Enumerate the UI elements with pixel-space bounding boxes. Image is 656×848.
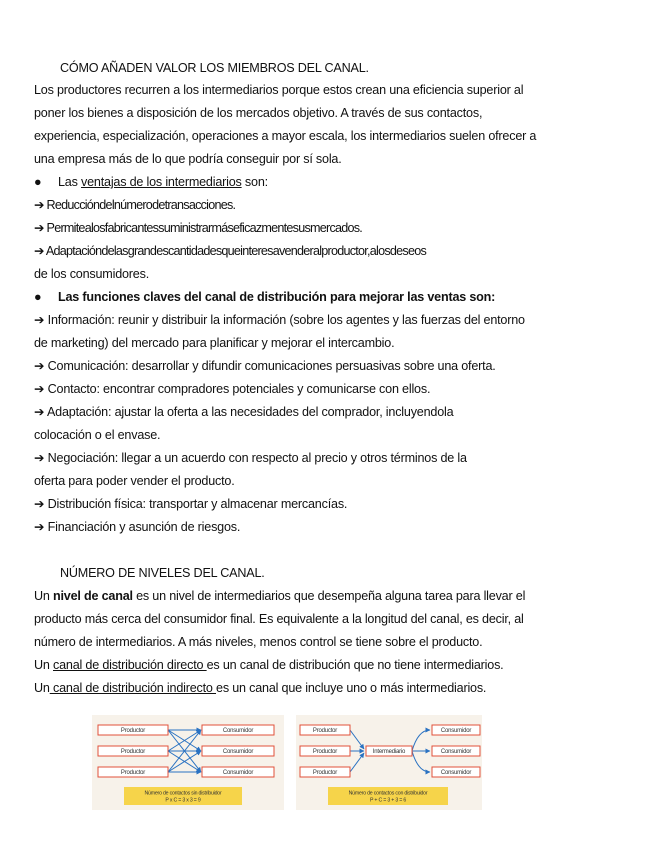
section-title-valor: CÓMO AÑADEN VALOR LOS MIEMBROS DEL CANAL.	[60, 61, 369, 75]
bullet-ventajas	[34, 174, 268, 190]
advantage-item-continuation: de los consumidores.	[34, 267, 150, 281]
producer-label: Productor	[120, 749, 146, 755]
arrow	[350, 730, 364, 749]
paragraph-line	[34, 657, 503, 673]
advantage-item: ➔ Reduccióndelnúmerodetransacciones.	[34, 198, 236, 212]
producer-label: Productor	[120, 770, 146, 776]
section-title-niveles: NÚMERO DE NIVELES DEL CANAL.	[60, 566, 265, 580]
function-item: oferta para poder vender el producto.	[34, 474, 235, 488]
consumer-label: Consumidor	[222, 770, 254, 776]
consumer-label: Consumidor	[440, 749, 472, 755]
consumer-label: Consumidor	[222, 728, 254, 734]
paragraph-line: una empresa más de lo que podría conseguir por sí sola.	[34, 152, 342, 166]
function-item: ➔ Comunicación: desarrollar y difundir comunicaciones persuasivas sobre una oferta.	[34, 359, 496, 373]
paragraph-line	[34, 588, 525, 604]
function-item: ➔ Contacto: encontrar compradores potenciales y comunicarse con ellos.	[34, 382, 431, 396]
arrow	[412, 730, 430, 751]
bullet-text-post: son:	[241, 175, 268, 189]
underlined-ventajas: ventajas de los intermediarios	[81, 175, 242, 189]
text-pre: Un	[34, 681, 50, 695]
text-post: es un canal que incluye uno o más intermediarios.	[216, 681, 487, 695]
producer-label: Productor	[312, 770, 338, 776]
paragraph-line: Los productores recurren a los intermediarios porque estos crean una eficiencia superior al	[34, 83, 524, 97]
function-item: colocación o el envase.	[34, 428, 161, 442]
consumer-label: Consumidor	[440, 728, 472, 734]
bullet-marker: ●	[34, 290, 42, 304]
function-item: ➔ Financiación y asunción de riesgos.	[34, 520, 241, 534]
advantage-item: ➔ Adaptacióndelasgrandescantidadesqueinteresavenderalproductor,alosdeseos	[34, 244, 427, 258]
function-item: de marketing) del mercado para planificar y mejorar el intercambio.	[34, 336, 395, 350]
paragraph-line: número de intermediarios. A más niveles, menos control se tiene sobre el producto.	[34, 635, 483, 649]
diagram-with-distributor-svg	[296, 715, 482, 810]
bold-nivel-de-canal: nivel de canal	[53, 589, 133, 603]
diagram-without-distributor	[92, 715, 284, 810]
consumer-label: Consumidor	[440, 770, 472, 776]
function-item: ➔ Adaptación: ajustar la oferta a las necesidades del comprador, incluyendola	[34, 405, 454, 419]
function-item: ➔ Distribución física: transportar y almacenar mercancías.	[34, 497, 348, 511]
text-post: es un nivel de intermediarios que desempeña alguna tarea para llevar el	[132, 589, 526, 603]
diagram-without-distributor-svg	[92, 715, 284, 810]
diagram-with-distributor	[296, 715, 482, 810]
bullet-funciones-text: Las funciones claves del canal de distribución para mejorar las ventas son:	[58, 290, 496, 304]
function-item: ➔ Negociación: llegar a un acuerdo con respecto al precio y otros términos de la	[34, 451, 467, 465]
producer-label: Productor	[312, 728, 338, 734]
paragraph-line: experiencia, especialización, operaciones a mayor escala, los intermediarios suelen ofrecer a	[34, 129, 537, 143]
contacts-note-line1: Número de contactos sin distribuidor	[144, 790, 222, 797]
underlined-canal-indirecto: canal de distribución indirecto	[49, 681, 217, 695]
arrow	[412, 751, 430, 772]
text-pre: Un	[34, 589, 53, 603]
paragraph-line: poner los bienes a disposición de los mercados objetivo. A través de sus contactos,	[34, 106, 483, 120]
bullet-funciones	[34, 289, 495, 305]
intermediary-label: Intermediario	[372, 749, 406, 755]
function-item: ➔ Información: reunir y distribuir la información (sobre los agentes y las fuerzas del entorno	[34, 313, 525, 327]
paragraph-line: producto más cerca del consumidor final. Es equivalente a la longitud del canal, es decir, al	[34, 612, 524, 626]
contacts-note-line2: P + C = 3 + 3 = 6	[369, 797, 407, 804]
producer-label: Productor	[120, 728, 146, 734]
bullet-marker: ●	[34, 175, 42, 189]
arrow	[350, 753, 364, 772]
consumer-label: Consumidor	[222, 749, 254, 755]
producer-label: Productor	[312, 749, 338, 755]
text-pre: Un	[34, 658, 53, 672]
contacts-note-line2: P x C = 3 x 3 = 9	[165, 797, 201, 804]
bullet-text-pre: Las	[58, 175, 82, 189]
contacts-note-line1: Número de contactos con distribuidor	[348, 790, 428, 797]
advantage-item: ➔ Permitealosfabricantessuministrarmáseficazmentesusmercados.	[34, 221, 363, 235]
text-post: es un canal de distribución que no tiene intermediarios.	[206, 658, 504, 672]
underlined-canal-directo: canal de distribución directo	[53, 658, 207, 672]
paragraph-line	[34, 680, 486, 696]
